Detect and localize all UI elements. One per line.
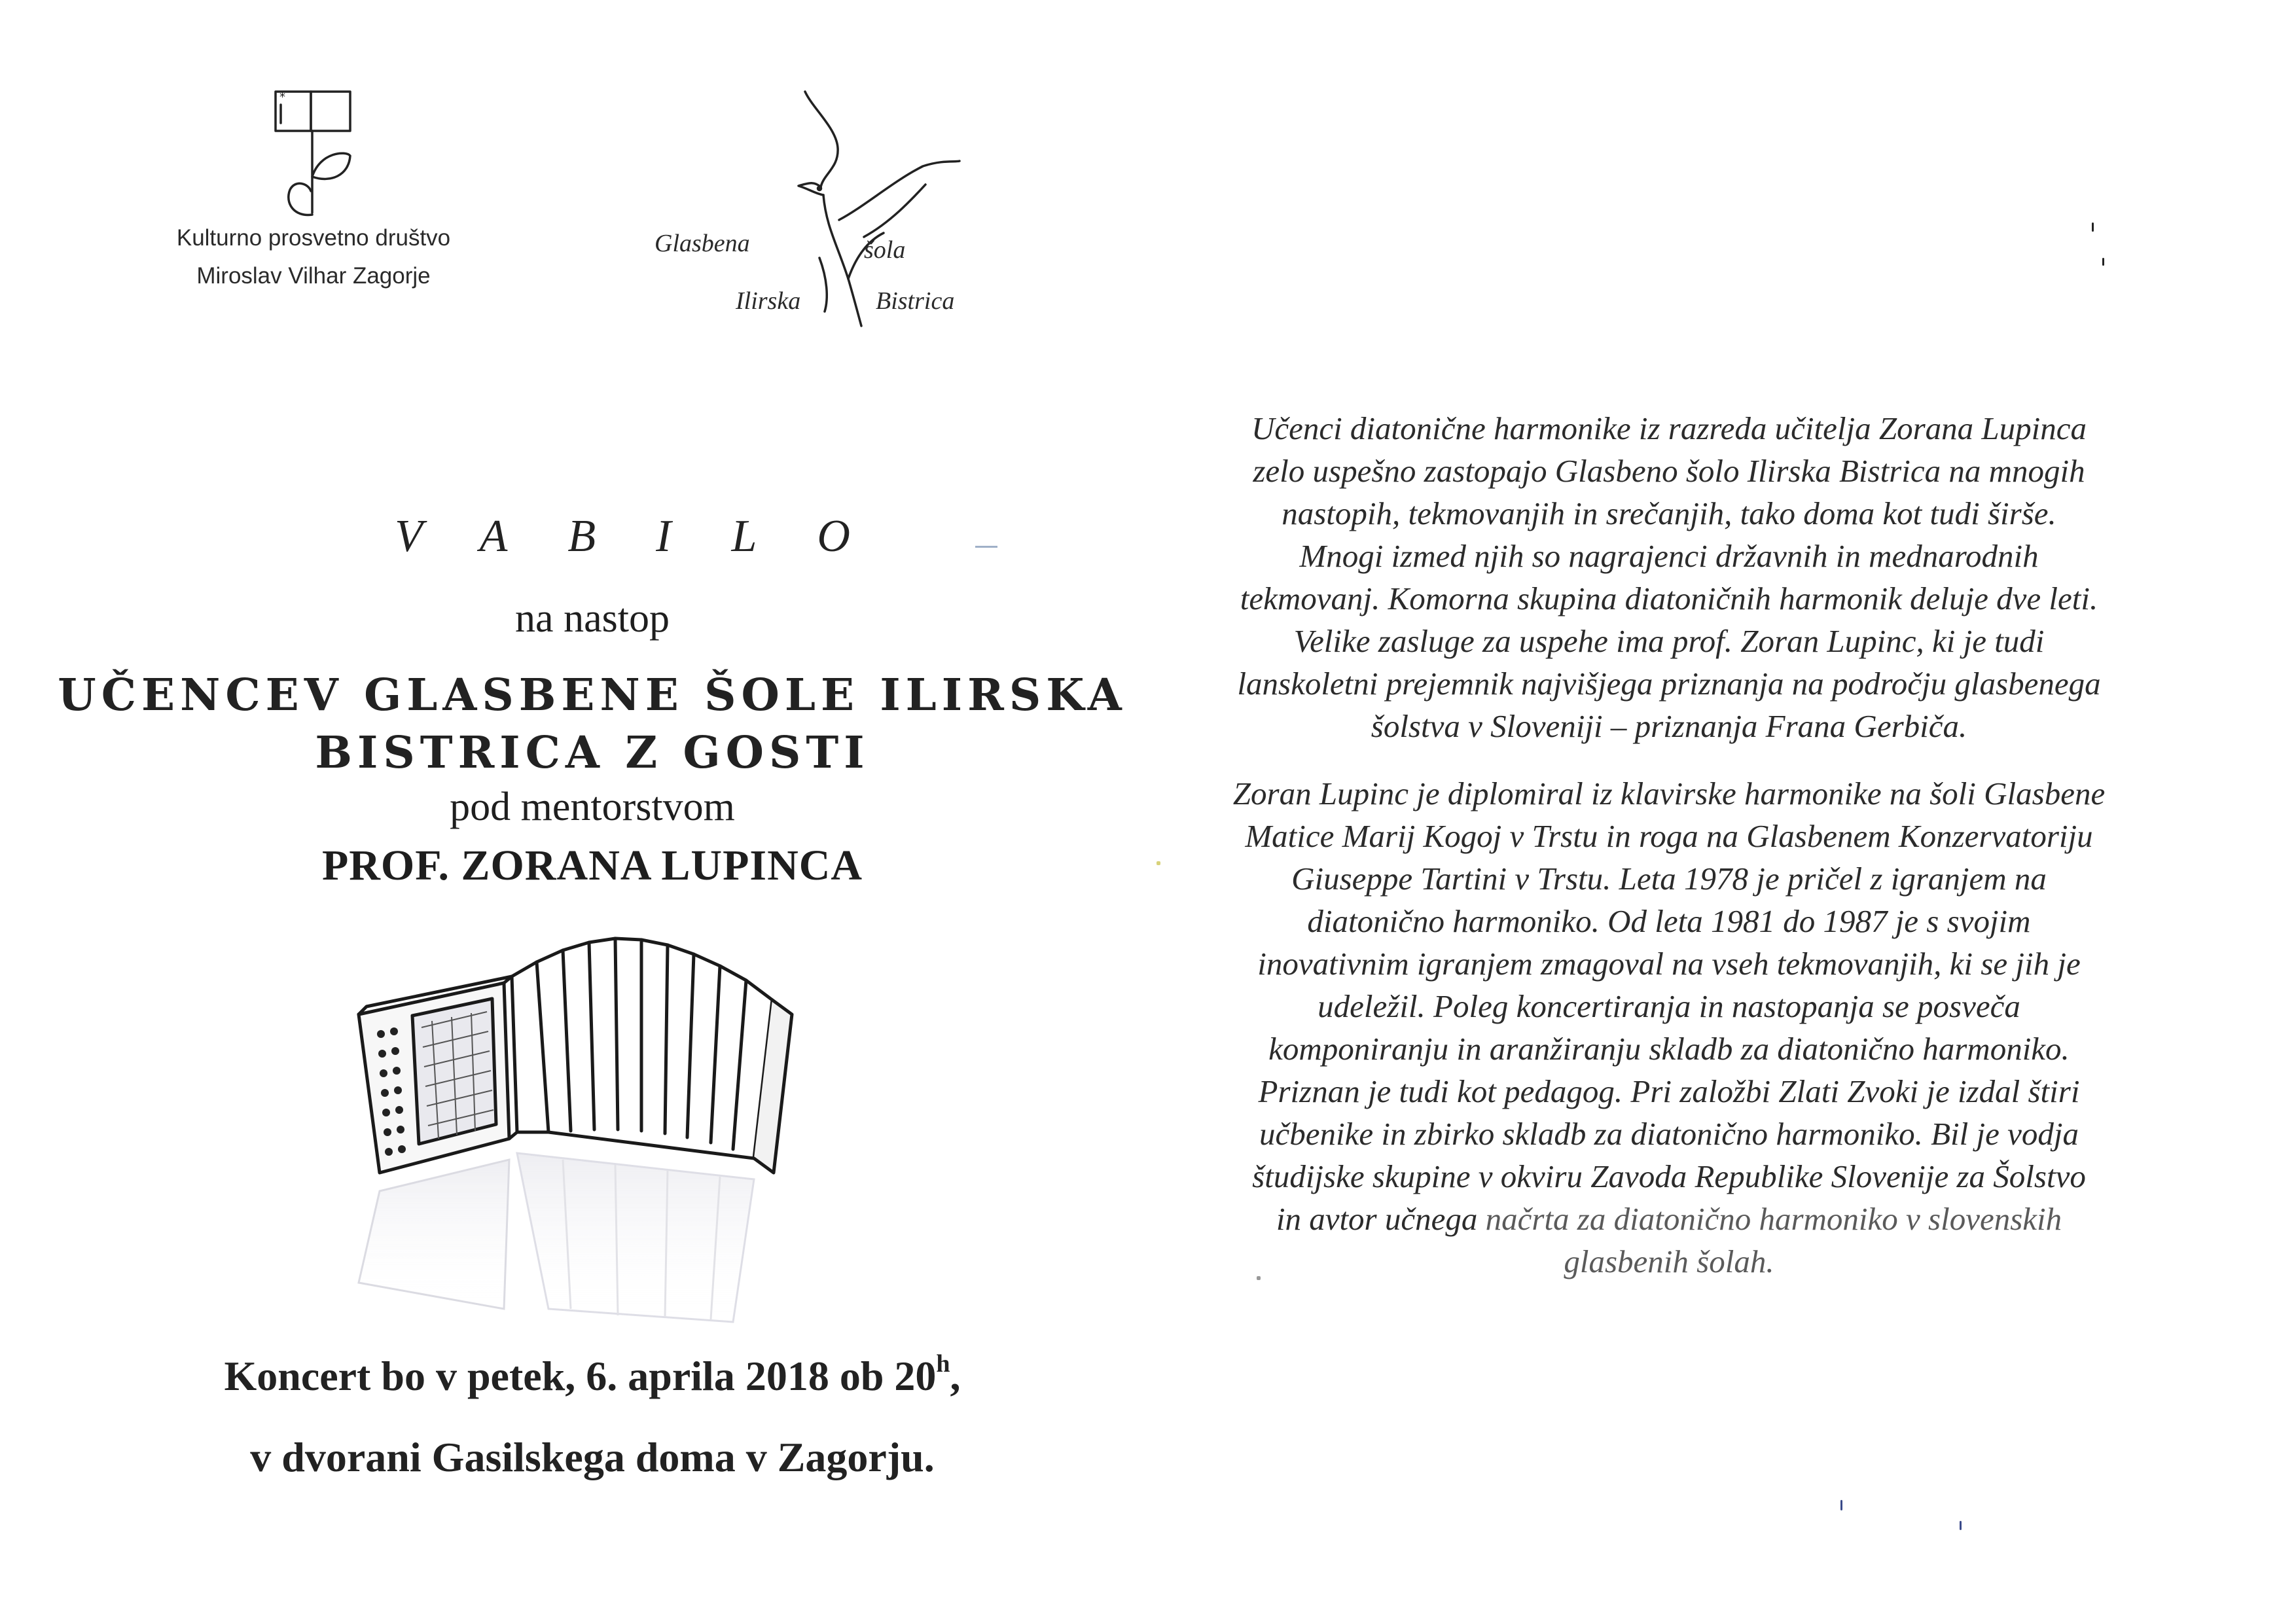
bio-p2-line: Zoran Lupinc je diplomiral iz klavirske harmonike na šoli Glasbene: [1232, 776, 2106, 812]
scan-speck: [2102, 258, 2104, 266]
bio-p2-line: udeležil. Poleg koncertiranja in nastopanja se posveča: [1318, 988, 2020, 1024]
mentor-intro: pod mentorstvom: [450, 785, 735, 829]
invitation-intro: na nastop: [515, 596, 670, 641]
bio-p2-line: komponiranju in aranžiranju skladb za diatonično harmoniko.: [1268, 1031, 2070, 1067]
accordion-icon: [340, 916, 812, 1335]
event-heading-line1: UČENCEV GLASBENE ŠOLE ILIRSKA: [58, 669, 1127, 721]
mentor-name: PROF. ZORANA LUPINCA: [321, 842, 863, 889]
concert-hour-suffix: h: [936, 1350, 950, 1378]
event-heading: [52, 666, 1132, 781]
concert-date-line: [52, 1349, 1132, 1400]
bio-p1-line: nastopih, tekmovanjih in srečanjih, tako doma kot tudi širše.: [1282, 495, 2056, 531]
bio-p1-line: tekmovanj. Komorna skupina diatoničnih harmonik deluje dve leti.: [1240, 580, 2098, 616]
scan-speck: [1257, 1276, 1261, 1280]
mentor-biography: [1178, 407, 2160, 1308]
bio-p2-line-end: načrta za diatonično harmoniko v slovenskih: [1485, 1201, 2062, 1237]
bio-p1-line: Mnogi izmed njih so nagrajenci državnih in mednarodnih: [1299, 538, 2039, 574]
concert-date-comma: ,: [950, 1353, 961, 1399]
concert-date-text: Koncert bo v petek, 6. aprila 2018 ob 20: [224, 1353, 937, 1399]
scan-mark: [975, 546, 997, 548]
bio-p2-line: učbenike in zbirko skladb za diatonično harmoniko. Bil je vodja: [1259, 1116, 2079, 1152]
school-word-ilirska: Ilirska: [736, 287, 801, 315]
bio-p2-line: Matice Marij Kogoj v Trstu in roga na Glasbenem Konzervatoriju: [1245, 818, 2093, 854]
scan-speck: [1960, 1521, 1962, 1530]
book-flower-icon: [268, 79, 359, 219]
scan-speck: [2092, 223, 2094, 232]
bio-p2-line: inovativnim igranjem zmagoval na vseh tekmovanjih, ki se jih je: [1257, 946, 2081, 982]
bio-p1-line: šolstva v Sloveniji – priznanja Frana Gerbiča.: [1371, 708, 1967, 744]
bio-p2-line-start: in avtor učnega: [1276, 1201, 1486, 1237]
bio-p1-line: zelo uspešno zastopajo Glasbeno šolo Ilirska Bistrica na mnogih: [1253, 453, 2085, 489]
music-school-logo: [655, 77, 995, 339]
concert-venue-line: v dvorani Gasilskega doma v Zagorju.: [250, 1434, 935, 1480]
school-word-bistrica: Bistrica: [876, 287, 955, 315]
scan-speck: [1840, 1500, 1842, 1510]
bio-paragraph-2: [1178, 772, 2160, 1283]
kpd-logo: [160, 79, 467, 327]
scan-speck: [1157, 861, 1160, 865]
bio-paragraph-1: [1178, 407, 2160, 747]
bio-p1-line: Velike zasluge za uspehe ima prof. Zoran Lupinc, ki je tudi: [1293, 623, 2045, 659]
school-word-glasbena: Glasbena: [655, 230, 750, 257]
bio-p1-line: Učenci diatonične harmonike iz razreda učitelja Zorana Lupinca: [1251, 410, 2087, 446]
bio-p2-line: Priznan je tudi kot pedagog. Pri založbi Zlati Zvoki je izdal štiri: [1258, 1073, 2080, 1109]
bio-p2-last-line: glasbenih šolah.: [1564, 1243, 1774, 1279]
bio-p2-line: študijske skupine v okviru Zavoda Republike Slovenije za Šolstvo: [1252, 1158, 2086, 1194]
invitation-title: VABILO: [395, 511, 910, 562]
bio-p1-line: lanskoletni prejemnik najvišjega priznanja na področju glasbenega: [1237, 666, 2101, 702]
kpd-name-line1: Kulturno prosvetno društvo: [176, 225, 451, 251]
svg-text:*: *: [279, 90, 285, 104]
bio-p2-line: diatonično harmoniko. Od leta 1981 do 1987 je s svojim: [1307, 903, 2031, 939]
kpd-name-line2: Miroslav Vilhar Zagorje: [196, 263, 431, 289]
school-word-sola: šola: [864, 236, 906, 264]
event-heading-line2: BISTRICA Z GOSTI: [315, 726, 870, 778]
bio-p2-line: Giuseppe Tartini v Trstu. Leta 1978 je pričel z igranjem na: [1291, 861, 2047, 897]
